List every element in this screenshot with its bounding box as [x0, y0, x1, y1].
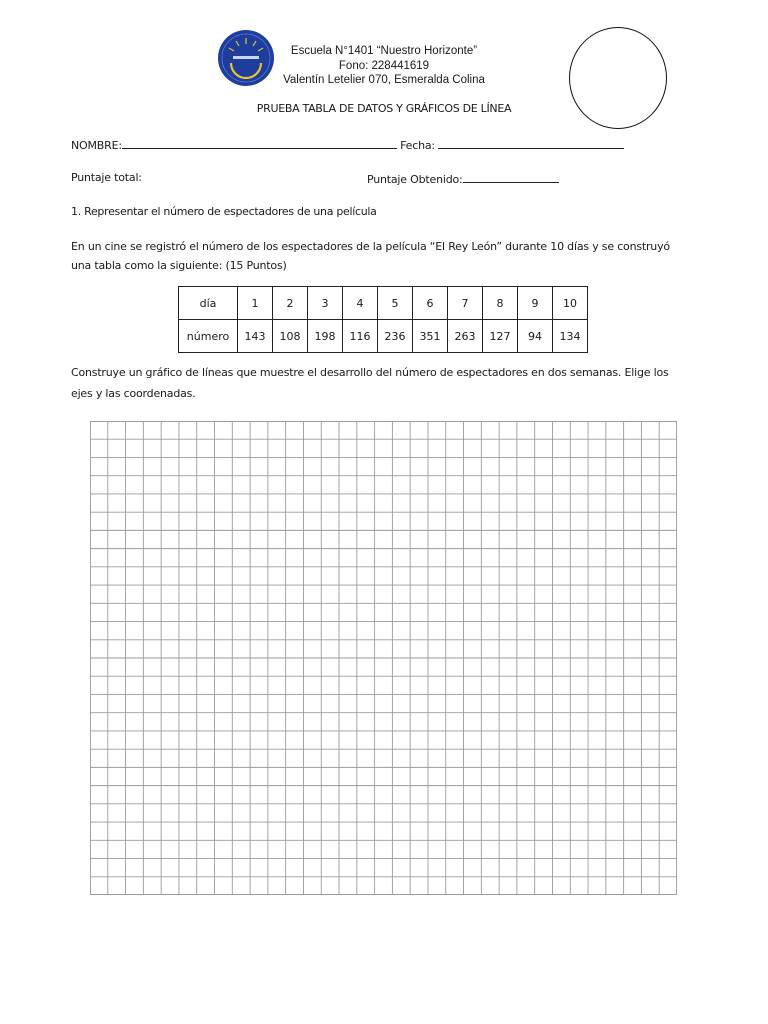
instruction-line-1: Construye un gráfico de líneas que muestre el desarrollo del número de espectadores en dos semanas. Elige los [71, 366, 669, 379]
obtained-score-row [367, 171, 559, 186]
obtained-score-field[interactable] [463, 171, 559, 183]
table-cell-number: 134 [553, 320, 588, 353]
table-cell-day-label: día [179, 287, 238, 320]
table-cell-day: 5 [378, 287, 413, 320]
data-table [178, 286, 588, 353]
table-cell-number: 236 [378, 320, 413, 353]
instruction-paragraph [71, 362, 711, 404]
name-row [71, 137, 624, 152]
table-cell-number: 263 [448, 320, 483, 353]
table-cell-day: 7 [448, 287, 483, 320]
graph-paper-grid[interactable] [90, 421, 677, 895]
date-label: Fecha: [400, 139, 435, 152]
table-row-days [179, 287, 588, 320]
intro-line-2: una tabla como la siguiente: (15 Puntos) [71, 259, 287, 272]
school-name: Escuela N°1401 “Nuestro Horizonte” [290, 45, 478, 57]
table-cell-number: 94 [518, 320, 553, 353]
table-cell-day: 8 [483, 287, 518, 320]
date-field[interactable] [438, 137, 624, 149]
school-address: Valentín Letelier 070, Esmeralda Colina [283, 74, 485, 86]
obtained-score-label: Puntaje Obtenido: [367, 173, 463, 186]
table-cell-day: 2 [273, 287, 308, 320]
table-cell-number: 198 [308, 320, 343, 353]
page-title: PRUEBA TABLA DE DATOS Y GRÁFICOS DE LÍNEA [256, 102, 512, 115]
school-logo-icon [217, 29, 275, 87]
table-row-numbers [179, 320, 588, 353]
table-cell-number: 116 [343, 320, 378, 353]
intro-line-1: En un cine se registró el número de los espectadores de la película “El Rey León” durante 10 días y se construyó [71, 240, 670, 253]
table-cell-number: 127 [483, 320, 518, 353]
name-label: NOMBRE: [71, 139, 122, 152]
question-heading: 1. Representar el número de espectadores de una película [71, 205, 377, 218]
table-cell-day: 4 [343, 287, 378, 320]
school-phone: Fono: 228441619 [338, 59, 430, 72]
instruction-line-2: ejes y las coordenadas. [71, 387, 196, 400]
table-cell-day: 9 [518, 287, 553, 320]
school-header [270, 44, 498, 88]
table-cell-number-label: número [179, 320, 238, 353]
table-cell-day: 3 [308, 287, 343, 320]
name-field[interactable] [122, 137, 397, 149]
intro-paragraph [71, 237, 711, 275]
table-cell-day: 1 [238, 287, 273, 320]
table-cell-number: 143 [238, 320, 273, 353]
table-cell-number: 351 [413, 320, 448, 353]
table-cell-number: 108 [273, 320, 308, 353]
table-cell-day: 6 [413, 287, 448, 320]
total-score-label: Puntaje total: [71, 171, 142, 184]
table-cell-day: 10 [553, 287, 588, 320]
